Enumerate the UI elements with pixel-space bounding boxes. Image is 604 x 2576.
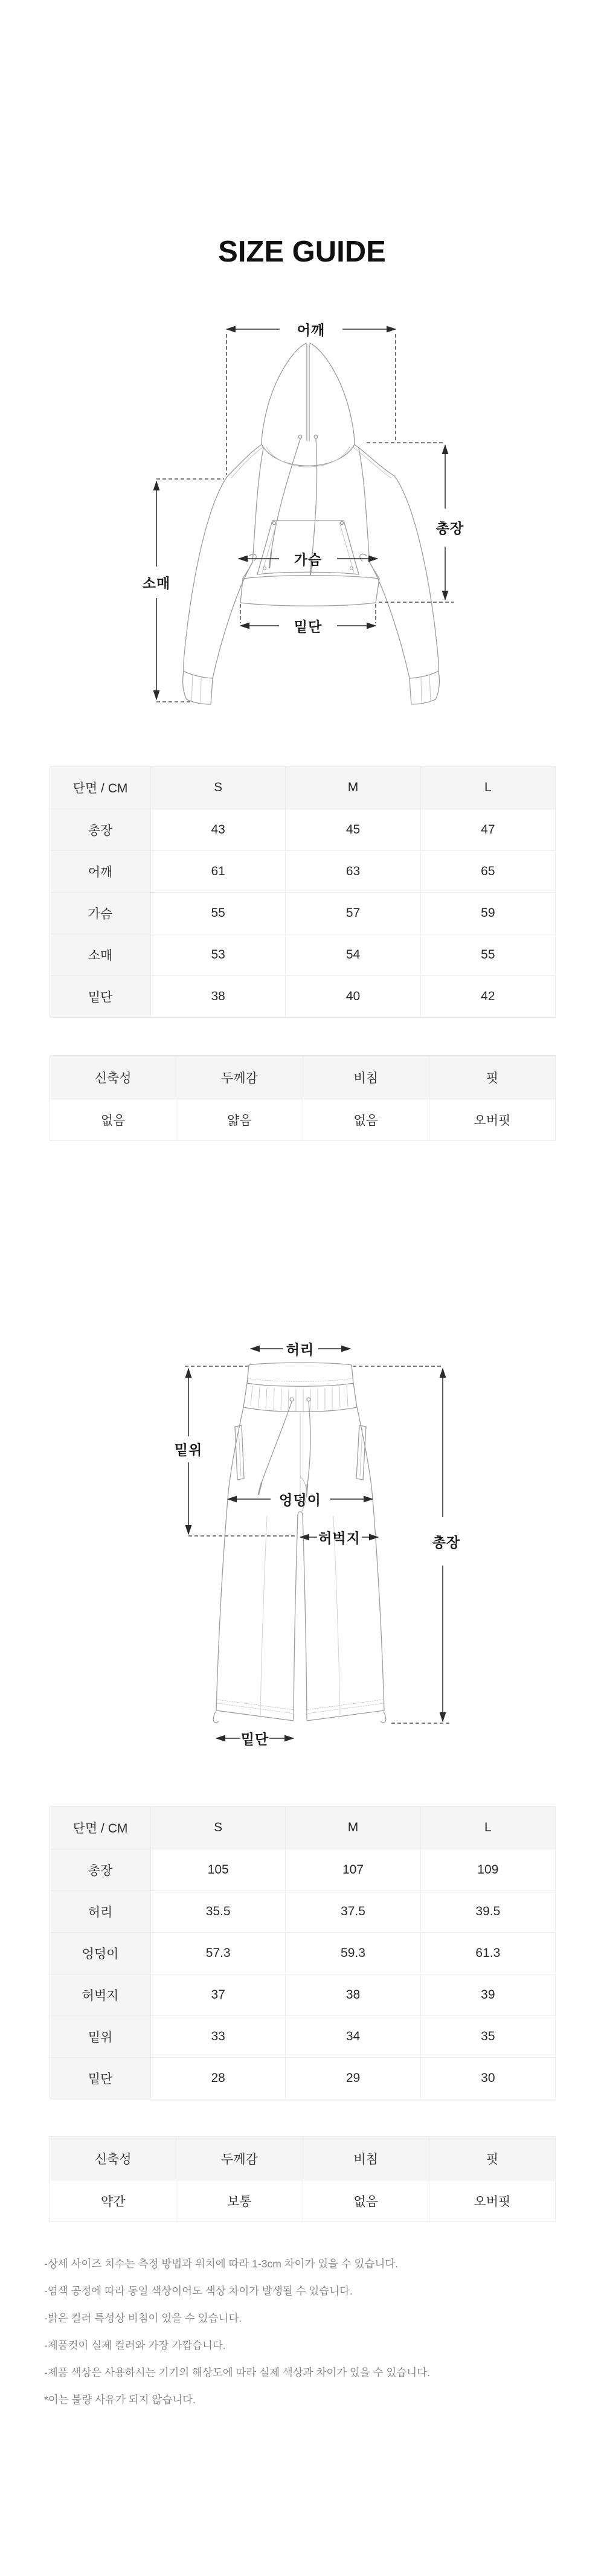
measure-value-cell: 35.5 [151,1891,286,1933]
size-column-header-cell: S [151,766,286,809]
table-row [50,934,556,976]
measure-label-cell: 허벅지 [50,1974,151,2016]
measure-label-cell: 소매 [50,934,151,976]
hoodie-line-art-icon [154,296,468,719]
measure-label-cell: 총장 [50,809,151,851]
measure-value-cell: 55 [420,934,555,976]
size-column-header-cell: L [420,766,555,809]
unit-header-cell: 단면 / CM [50,1807,151,1849]
measure-value-cell: 45 [286,809,420,851]
size-column-header-cell: M [286,1807,420,1849]
size-guide-notes [44,2250,588,2414]
fabric-property-header-cell: 신축성 [50,1056,176,1099]
measure-value-cell: 63 [286,851,420,893]
fabric-property-header-cell: 두께감 [176,2137,303,2180]
measure-label-cell: 가슴 [50,893,151,934]
fabric-property-value-cell: 오버핏 [429,1099,555,1141]
measure-label-cell: 엉덩이 [50,1933,151,1974]
fabric-property-value-cell: 없음 [303,1099,429,1141]
table-row [50,2016,556,2058]
hoodie-sleeve-label: 소매 [142,575,171,591]
measure-value-cell: 61 [151,851,286,893]
measure-value-cell: 107 [286,1849,420,1891]
table-row [50,893,556,934]
fabric-table-header-row [50,2137,556,2180]
fabric-property-header-cell: 비침 [303,2137,429,2180]
table-row [50,1974,556,2016]
pants-rise-label: 밑위 [174,1442,203,1458]
fabric-table-header-row [50,1056,556,1099]
table-row [50,1933,556,1974]
measure-value-cell: 109 [420,1849,555,1891]
table-row [50,1849,556,1891]
table-row [50,1891,556,1933]
measure-value-cell: 59.3 [286,1933,420,1974]
measure-value-cell: 38 [151,976,286,1018]
table-row [50,976,556,1018]
pants-hem-label: 밑단 [240,1731,269,1747]
note-line: -상세 사이즈 치수는 측정 방법과 위치에 따라 1-3cm 차이가 있을 수 있습니다. [44,2258,399,2270]
size-column-header-cell: L [420,1807,555,1849]
pants-line-art-icon [151,1299,477,1758]
measure-label-cell: 어깨 [50,851,151,893]
fabric-property-value-cell: 약간 [50,2180,176,2222]
measure-value-cell: 59 [420,893,555,934]
fabric-table-value-row [50,1099,556,1141]
size-column-header-cell: S [151,1807,286,1849]
measure-value-cell: 61.3 [420,1933,555,1974]
fabric-property-value-cell: 없음 [50,1099,176,1141]
note-line: -염색 공정에 따라 동일 색상이어도 색상 차이가 발생될 수 있습니다. [44,2285,353,2297]
note-line: -제품 색상은 사용하시는 기기의 해상도에 따라 실제 색상과 차이가 있을 수 있습니다. [44,2366,430,2378]
measure-label-cell: 허리 [50,1891,151,1933]
measure-value-cell: 39.5 [420,1891,555,1933]
measure-value-cell: 57 [286,893,420,934]
measure-value-cell: 35 [420,2016,555,2058]
fabric-property-value-cell: 없음 [303,2180,429,2222]
measure-value-cell: 33 [151,2016,286,2058]
unit-header-cell: 단면 / CM [50,766,151,809]
fabric-property-header-cell: 핏 [429,1056,555,1099]
measure-value-cell: 37 [151,1974,286,2016]
pants-size-table [50,1806,556,2099]
fabric-property-value-cell: 얇음 [176,1099,303,1141]
measure-label-cell: 밑단 [50,2058,151,2099]
fabric-property-header-cell: 두께감 [176,1056,303,1099]
fabric-table-value-row [50,2180,556,2222]
measure-value-cell: 42 [420,976,555,1018]
table-row [50,809,556,851]
measure-value-cell: 37.5 [286,1891,420,1933]
fabric-property-value-cell: 오버핏 [429,2180,555,2222]
fabric-property-header-cell: 신축성 [50,2137,176,2180]
note-line: -밝은 컬러 특성상 비침이 있을 수 있습니다. [44,2312,242,2324]
measure-value-cell: 39 [420,1974,555,2016]
hoodie-chest-label: 가슴 [294,551,323,568]
measure-value-cell: 30 [420,2058,555,2099]
measure-value-cell: 47 [420,809,555,851]
measure-value-cell: 54 [286,934,420,976]
measure-value-cell: 105 [151,1849,286,1891]
pants-thigh-label: 허벅지 [318,1530,361,1546]
hoodie-shoulder-label: 어깨 [297,322,326,338]
note-line: *이는 불량 사유가 되지 않습니다. [44,2394,196,2406]
measure-value-cell: 55 [151,893,286,934]
hoodie-total-length-label: 총장 [435,520,464,536]
note-line: -제품컷이 실제 컬러와 가장 가깝습니다. [44,2339,226,2351]
hoodie-fabric-table [50,1055,556,1141]
size-column-header-cell: M [286,766,420,809]
table-row [50,2058,556,2099]
fabric-property-header-cell: 핏 [429,2137,555,2180]
table-row [50,851,556,893]
measure-value-cell: 57.3 [151,1933,286,1974]
measure-value-cell: 38 [286,1974,420,2016]
measure-value-cell: 40 [286,976,420,1018]
size-table-header-row [50,1807,556,1849]
measure-label-cell: 총장 [50,1849,151,1891]
size-table-header-row [50,766,556,809]
pants-fabric-table [50,2136,556,2222]
fabric-property-header-cell: 비침 [303,1056,429,1099]
measure-value-cell: 29 [286,2058,420,2099]
pants-waist-label: 허리 [286,1341,315,1358]
pants-measurement-diagram [151,1299,477,1758]
measure-value-cell: 53 [151,934,286,976]
pants-hip-label: 엉덩이 [279,1492,321,1508]
measure-label-cell: 밑단 [50,976,151,1018]
measure-label-cell: 밑위 [50,2016,151,2058]
measure-value-cell: 43 [151,809,286,851]
measure-value-cell: 28 [151,2058,286,2099]
measure-value-cell: 34 [286,2016,420,2058]
hoodie-measurement-diagram [142,296,468,719]
pants-total-length-label: 총장 [432,1534,461,1550]
page-title: SIZE GUIDE [218,236,386,268]
measure-value-cell: 65 [420,851,555,893]
hoodie-size-table [50,766,556,1018]
fabric-property-value-cell: 보통 [176,2180,303,2222]
hoodie-hem-label: 밑단 [294,618,323,635]
